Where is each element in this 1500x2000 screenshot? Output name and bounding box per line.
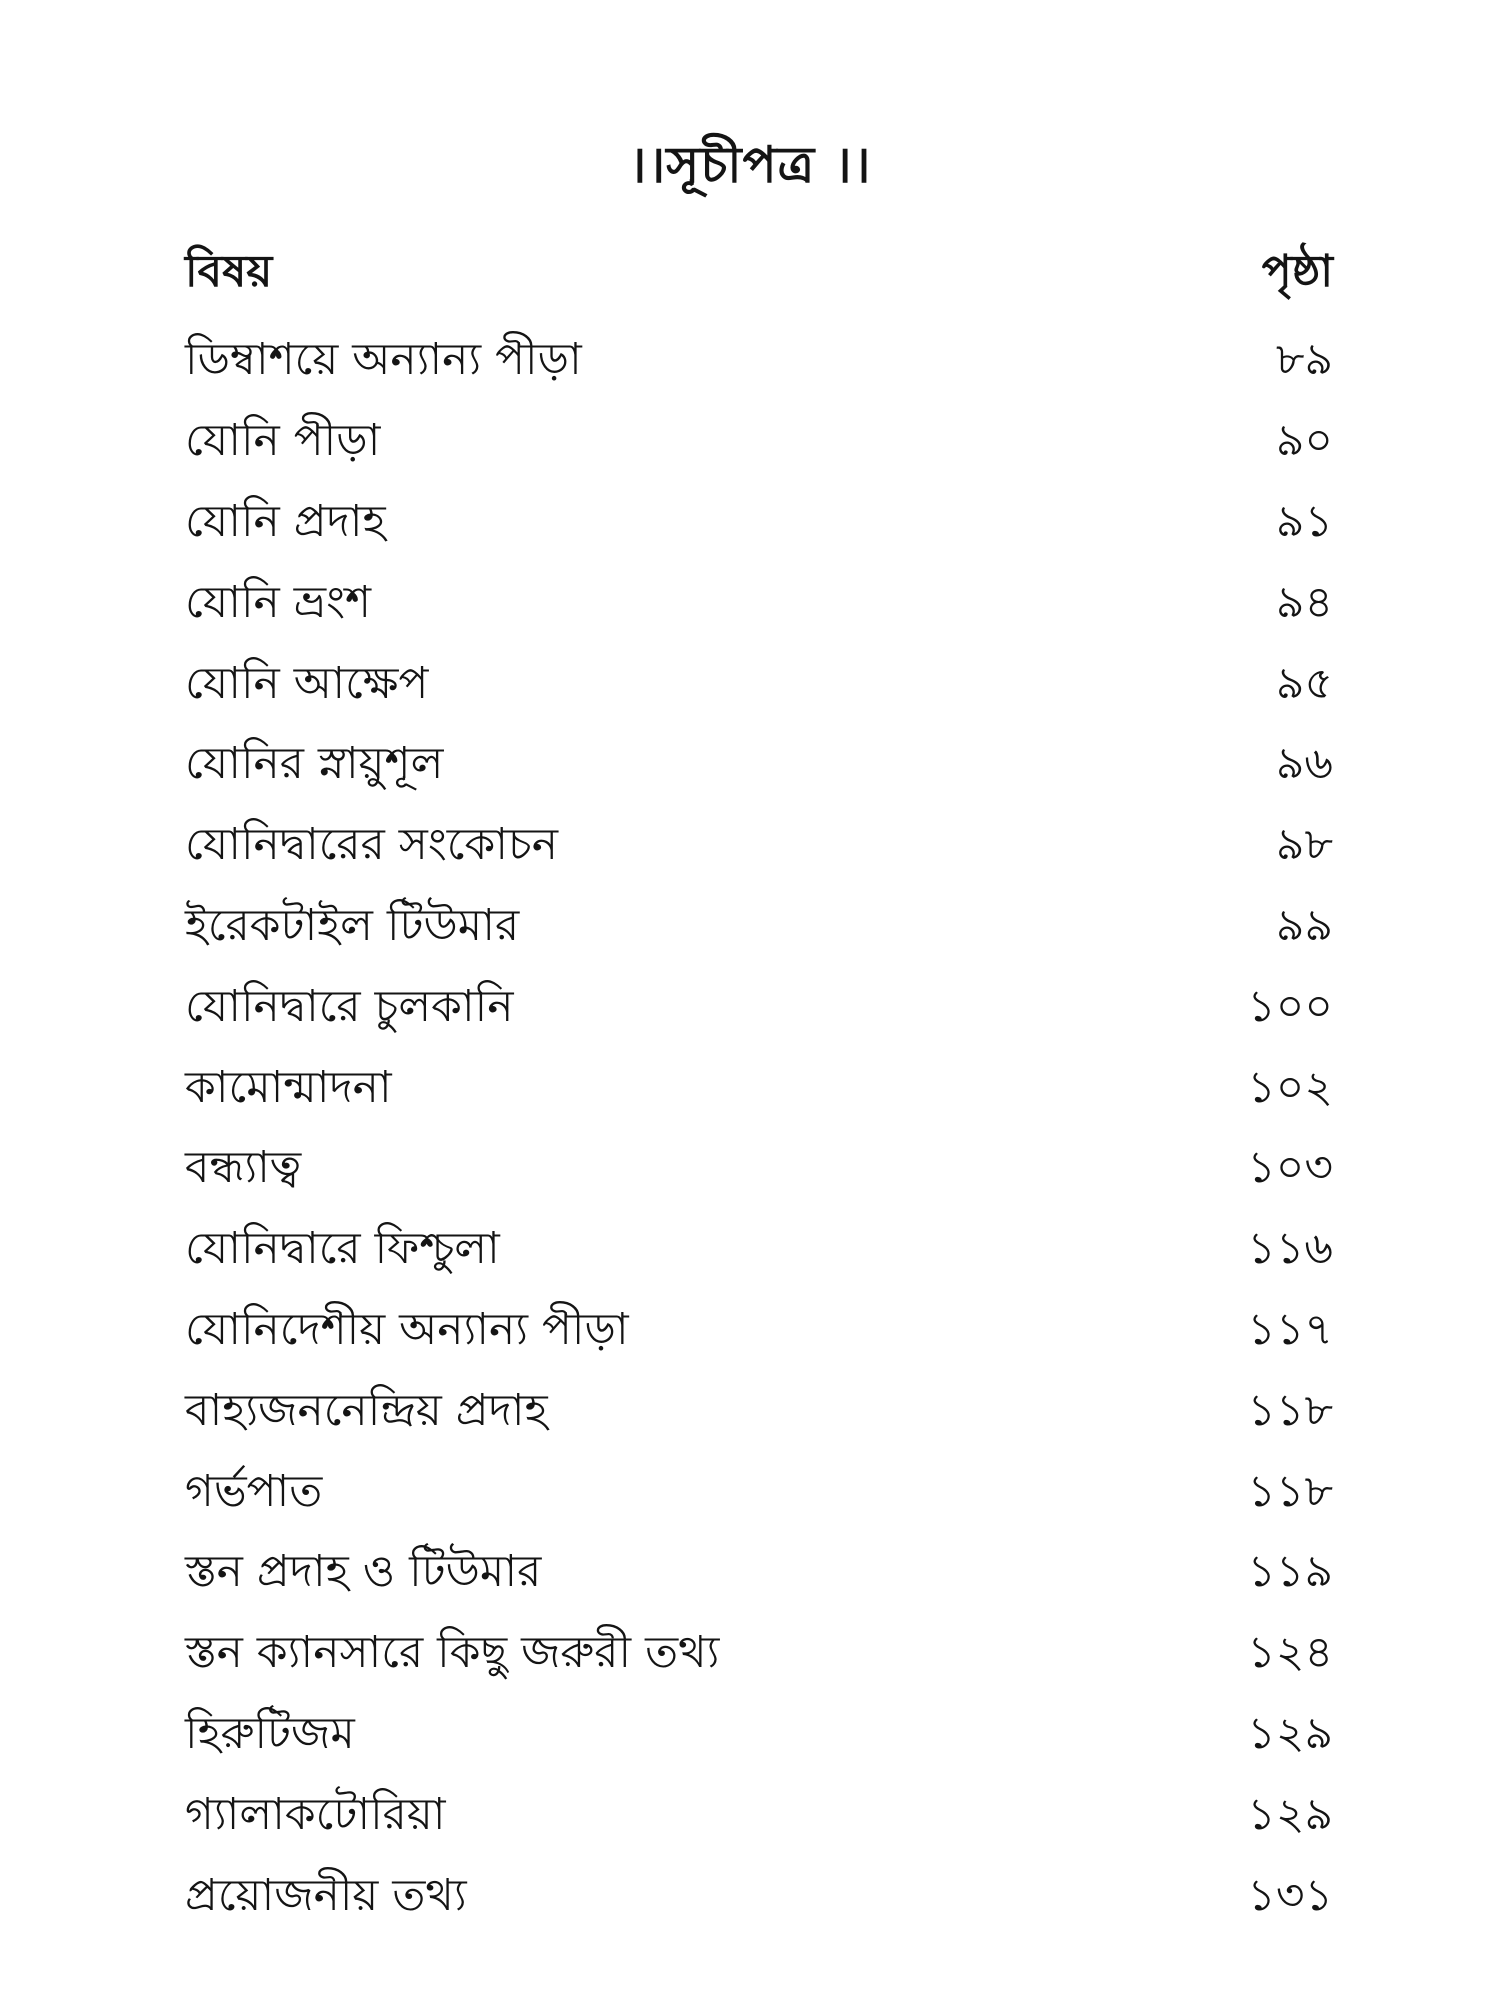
- toc-entry-page: ৯৯: [1275, 899, 1333, 951]
- toc-entry-page: ১১৭: [1247, 1303, 1333, 1355]
- toc-entry-topic: কামোন্মাদনা: [185, 1061, 392, 1113]
- toc-entry-page: ১১৯: [1247, 1546, 1333, 1598]
- toc-entry: [185, 1694, 1333, 1775]
- toc-entry-topic: যোনিদ্বারে চুলকানি: [185, 980, 514, 1032]
- toc-entry-topic: বাহ্যজননেন্দ্রিয় প্রদাহ: [185, 1384, 548, 1436]
- toc-entry-topic: ডিম্বাশয়ে অন্যান্য পীড়া: [185, 334, 582, 386]
- toc-entry-page: ৯৪: [1275, 576, 1333, 628]
- toc-entry: [185, 724, 1333, 805]
- toc-entry-page: ১৩১: [1247, 1869, 1333, 1921]
- toc-entry-page: ১১৮: [1247, 1465, 1333, 1517]
- toc-entry: [185, 401, 1333, 482]
- toc-entry-topic: যোনি আক্ষেপ: [185, 657, 429, 709]
- toc-entry-page: ৯৮: [1275, 819, 1333, 871]
- toc-entry: [185, 805, 1333, 886]
- toc-entry-topic: যোনি পীড়া: [185, 415, 381, 467]
- toc-entry: [185, 1451, 1333, 1532]
- toc-header: [185, 238, 1333, 311]
- toc-entry: [185, 562, 1333, 643]
- toc-entry: [185, 886, 1333, 967]
- toc-entry: [185, 482, 1333, 563]
- toc-entry-page: ৯১: [1275, 495, 1333, 547]
- toc-entry: [185, 1370, 1333, 1451]
- toc-entry: [185, 1047, 1333, 1128]
- toc-entry-page: ৮৯: [1275, 334, 1333, 386]
- toc-entry-page: ১১৬: [1247, 1223, 1333, 1275]
- toc-entry: [185, 1855, 1333, 1936]
- toc-entry-page: ১০২: [1247, 1061, 1333, 1113]
- toc-entry-topic: বন্ধ্যাত্ব: [185, 1142, 302, 1194]
- toc-entry: [185, 1209, 1333, 1290]
- toc-entry: [185, 1613, 1333, 1694]
- toc-entry-topic: যোনির স্নায়ুশূল: [185, 738, 444, 790]
- toc-entry-page: ৯৬: [1275, 738, 1333, 790]
- toc-entry-topic: স্তন প্রদাহ ও টিউমার: [185, 1546, 542, 1598]
- toc-entry: [185, 1532, 1333, 1613]
- toc-entry: [185, 1128, 1333, 1209]
- toc-entry-page: ১২৯: [1247, 1707, 1333, 1759]
- toc-entry: [185, 320, 1333, 401]
- table-of-contents: [185, 320, 1333, 1936]
- toc-entry-topic: যোনিদ্বারে ফিশ্চুলা: [185, 1223, 500, 1275]
- topic-column-header: বিষয়: [185, 246, 273, 297]
- toc-entry-page: ১০০: [1247, 980, 1333, 1032]
- toc-entry-topic: গ্যালাকটোরিয়া: [185, 1788, 446, 1840]
- toc-entry-topic: যোনি প্রদাহ: [185, 495, 386, 547]
- toc-entry-page: ১০৩: [1247, 1142, 1333, 1194]
- toc-entry-topic: যোনি ভ্রংশ: [185, 576, 372, 628]
- toc-entry-page: ১২৯: [1247, 1788, 1333, 1840]
- toc-entry-topic: যোনিদেশীয় অন্যান্য পীড়া: [185, 1303, 629, 1355]
- toc-entry: [185, 643, 1333, 724]
- page-column-header: পৃষ্ঠা: [1261, 246, 1333, 297]
- toc-entry: [185, 1290, 1333, 1371]
- toc-entry-page: ১২৪: [1247, 1627, 1333, 1679]
- toc-entry-topic: প্রয়োজনীয় তথ্য: [185, 1869, 467, 1921]
- toc-entry-topic: গর্ভপাত: [185, 1465, 323, 1517]
- toc-entry-topic: স্তন ক্যানসারে কিছু জরুরী তথ্য: [185, 1627, 720, 1679]
- toc-entry-topic: যোনিদ্বারের সংকোচন: [185, 819, 559, 871]
- toc-entry-topic: ইরেকটাইল টিউমার: [185, 899, 520, 951]
- toc-entry: [185, 1774, 1333, 1855]
- toc-entry-topic: হিরুটিজম: [185, 1707, 355, 1759]
- toc-entry: [185, 966, 1333, 1047]
- toc-entry-page: ৯০: [1275, 415, 1333, 467]
- page-title: ।।সূচীপত্র ।।: [628, 136, 872, 194]
- toc-entry-page: ৯৫: [1275, 657, 1333, 709]
- toc-entry-page: ১১৮: [1247, 1384, 1333, 1436]
